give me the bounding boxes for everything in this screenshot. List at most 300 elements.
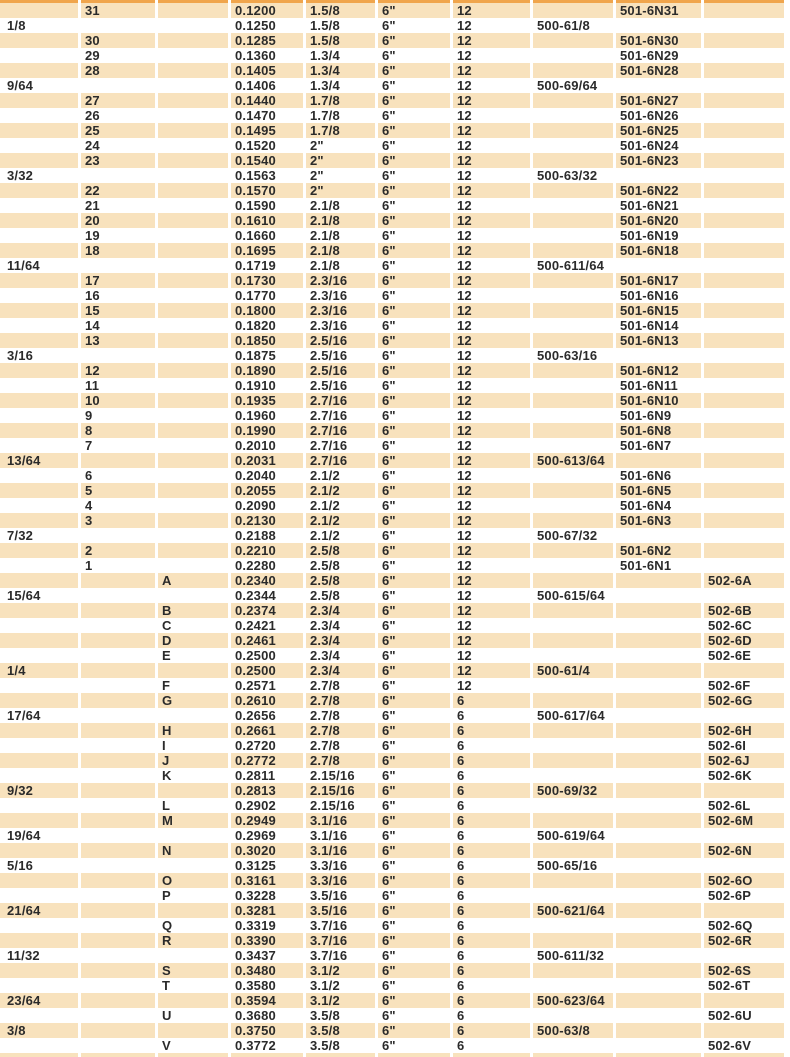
cell-overall-length: 6" (375, 948, 450, 963)
cell-part-number-letter: 502-6V (701, 1038, 784, 1053)
cell-decimal-equivalent: 0.3020 (228, 843, 303, 858)
cell-decimal-equivalent: 0.2969 (228, 828, 303, 843)
table-row (0, 273, 784, 288)
cell-part-number-fraction (530, 603, 613, 618)
cell-part-number-wire: 501-6N29 (613, 48, 701, 63)
cell-flute-length: 3.1/16 (303, 813, 375, 828)
cell-decimal-equivalent: 0.1440 (228, 93, 303, 108)
cell-part-number-letter: 502-6P (701, 888, 784, 903)
cell-overall-length: 6" (375, 648, 450, 663)
cell-part-number-fraction (530, 1008, 613, 1023)
cell-quantity: 12 (450, 603, 530, 618)
cell-part-number-fraction: 500-69/32 (530, 783, 613, 798)
cell-part-number-wire: 501-6N27 (613, 93, 701, 108)
cell-wire-gauge-size: 25 (78, 123, 155, 138)
cell-part-number-letter: 502-6Q (701, 918, 784, 933)
cell-overall-length: 6" (375, 963, 450, 978)
cell-flute-length: 3.7/16 (303, 933, 375, 948)
cell-wire-gauge-size (78, 168, 155, 183)
cell-decimal-equivalent: 0.2813 (228, 783, 303, 798)
cell-quantity: 12 (450, 348, 530, 363)
cell-quantity: 6 (450, 783, 530, 798)
cell-flute-length: 2.5/8 (303, 588, 375, 603)
table-row (0, 498, 784, 513)
table-row (0, 843, 784, 858)
cell-flute-length: 2.1/2 (303, 528, 375, 543)
cell-quantity: 6 (450, 813, 530, 828)
cell-fraction-size (0, 408, 78, 423)
cell-letter-size (155, 228, 228, 243)
cell-part-number-wire (613, 858, 701, 873)
cell-part-number-wire: 501-6N31 (613, 3, 701, 18)
cell-part-number-wire: 501-6N8 (613, 423, 701, 438)
cell-fraction-size (0, 483, 78, 498)
cell-wire-gauge-size: 2 (78, 543, 155, 558)
cell-letter-size (155, 138, 228, 153)
cell-decimal-equivalent: 0.2720 (228, 738, 303, 753)
cell-part-number-fraction (530, 198, 613, 213)
cell-flute-length: 2.7/16 (303, 453, 375, 468)
cell-letter-size: C (155, 618, 228, 633)
cell-part-number-letter (701, 333, 784, 348)
cell-flute-length: 3.3/16 (303, 873, 375, 888)
cell-part-number-wire: 501-6N7 (613, 438, 701, 453)
cell-wire-gauge-size (78, 1023, 155, 1038)
table-row (0, 303, 784, 318)
cell-quantity: 12 (450, 273, 530, 288)
cell-overall-length: 6" (375, 78, 450, 93)
cell-part-number-fraction (530, 498, 613, 513)
cell-part-number-fraction (530, 633, 613, 648)
cell-quantity: 12 (450, 228, 530, 243)
cell-letter-size (155, 78, 228, 93)
cell-part-number-letter (701, 363, 784, 378)
cell-letter-size (155, 243, 228, 258)
cell-part-number-wire: 501-6N13 (613, 333, 701, 348)
cell-quantity: 12 (450, 123, 530, 138)
cell-part-number-letter (701, 183, 784, 198)
edge-cell-wire-gauge-size (78, 1053, 155, 1057)
cell-letter-size: M (155, 813, 228, 828)
cell-flute-length: 2.3/4 (303, 648, 375, 663)
cell-quantity: 12 (450, 678, 530, 693)
cell-quantity: 6 (450, 753, 530, 768)
cell-overall-length: 6" (375, 483, 450, 498)
cell-flute-length: 3.1/2 (303, 978, 375, 993)
cell-part-number-wire: 501-6N28 (613, 63, 701, 78)
cell-wire-gauge-size: 1 (78, 558, 155, 573)
cell-flute-length: 2.5/16 (303, 348, 375, 363)
cell-quantity: 6 (450, 858, 530, 873)
cell-flute-length: 2.7/16 (303, 408, 375, 423)
cell-quantity: 12 (450, 108, 530, 123)
cell-part-number-fraction (530, 423, 613, 438)
cell-quantity: 6 (450, 948, 530, 963)
cell-letter-size (155, 708, 228, 723)
cell-quantity: 12 (450, 453, 530, 468)
cell-quantity: 12 (450, 438, 530, 453)
cell-letter-size (155, 288, 228, 303)
table-row (0, 648, 784, 663)
cell-part-number-letter (701, 828, 784, 843)
cell-part-number-wire (613, 693, 701, 708)
cell-quantity: 12 (450, 558, 530, 573)
cell-part-number-letter (701, 288, 784, 303)
cell-part-number-fraction (530, 183, 613, 198)
cell-part-number-letter: 502-6M (701, 813, 784, 828)
cell-wire-gauge-size: 19 (78, 228, 155, 243)
cell-fraction-size (0, 363, 78, 378)
cell-quantity: 12 (450, 318, 530, 333)
cell-overall-length: 6" (375, 873, 450, 888)
cell-wire-gauge-size: 13 (78, 333, 155, 348)
cell-part-number-fraction (530, 513, 613, 528)
cell-quantity: 6 (450, 1038, 530, 1053)
cell-quantity: 6 (450, 1008, 530, 1023)
cell-quantity: 12 (450, 18, 530, 33)
cell-fraction-size (0, 228, 78, 243)
cell-flute-length: 2.5/8 (303, 573, 375, 588)
cell-decimal-equivalent: 0.1520 (228, 138, 303, 153)
cell-part-number-letter (701, 63, 784, 78)
cell-part-number-letter: 502-6K (701, 768, 784, 783)
cell-fraction-size (0, 813, 78, 828)
cell-decimal-equivalent: 0.2210 (228, 543, 303, 558)
cell-quantity: 6 (450, 843, 530, 858)
cell-part-number-fraction (530, 318, 613, 333)
cell-decimal-equivalent: 0.1770 (228, 288, 303, 303)
cell-fraction-size (0, 333, 78, 348)
cell-part-number-fraction (530, 333, 613, 348)
cell-quantity: 12 (450, 243, 530, 258)
cell-wire-gauge-size (78, 768, 155, 783)
cell-fraction-size (0, 648, 78, 663)
cell-wire-gauge-size (78, 453, 155, 468)
cell-part-number-wire (613, 813, 701, 828)
cell-wire-gauge-size (78, 573, 155, 588)
table-row (0, 213, 784, 228)
cell-flute-length: 2.7/8 (303, 708, 375, 723)
cell-wire-gauge-size: 11 (78, 378, 155, 393)
cell-part-number-letter (701, 3, 784, 18)
cell-decimal-equivalent: 0.1875 (228, 348, 303, 363)
cell-letter-size (155, 108, 228, 123)
cell-part-number-wire: 501-6N2 (613, 543, 701, 558)
cell-letter-size: D (155, 633, 228, 648)
cell-fraction-size: 1/4 (0, 663, 78, 678)
cell-fraction-size (0, 153, 78, 168)
cell-letter-size (155, 858, 228, 873)
cell-flute-length: 2.1/2 (303, 468, 375, 483)
cell-quantity: 6 (450, 708, 530, 723)
cell-part-number-wire (613, 798, 701, 813)
cell-part-number-fraction: 500-65/16 (530, 858, 613, 873)
cell-overall-length: 6" (375, 588, 450, 603)
cell-fraction-size (0, 468, 78, 483)
cell-quantity: 12 (450, 168, 530, 183)
cell-part-number-fraction (530, 573, 613, 588)
cell-overall-length: 6" (375, 393, 450, 408)
table-row (0, 888, 784, 903)
cell-flute-length: 3.5/16 (303, 888, 375, 903)
cell-flute-length: 1.5/8 (303, 3, 375, 18)
cell-letter-size (155, 1023, 228, 1038)
cell-part-number-wire (613, 843, 701, 858)
cell-quantity: 12 (450, 468, 530, 483)
cell-flute-length: 2.7/16 (303, 438, 375, 453)
cell-flute-length: 3.7/16 (303, 948, 375, 963)
cell-decimal-equivalent: 0.2656 (228, 708, 303, 723)
cell-flute-length: 2.7/16 (303, 423, 375, 438)
cell-flute-length: 2.15/16 (303, 783, 375, 798)
cell-wire-gauge-size (78, 993, 155, 1008)
cell-overall-length: 6" (375, 408, 450, 423)
cell-wire-gauge-size: 28 (78, 63, 155, 78)
cell-fraction-size (0, 213, 78, 228)
cell-wire-gauge-size: 3 (78, 513, 155, 528)
cell-letter-size (155, 408, 228, 423)
cell-overall-length: 6" (375, 318, 450, 333)
cell-letter-size (155, 153, 228, 168)
cell-part-number-letter (701, 303, 784, 318)
cell-overall-length: 6" (375, 513, 450, 528)
cell-part-number-letter (701, 423, 784, 438)
cell-decimal-equivalent: 0.2811 (228, 768, 303, 783)
cell-decimal-equivalent: 0.1800 (228, 303, 303, 318)
cell-flute-length: 1.7/8 (303, 108, 375, 123)
cell-wire-gauge-size: 26 (78, 108, 155, 123)
cell-part-number-fraction (530, 888, 613, 903)
cell-part-number-letter: 502-6R (701, 933, 784, 948)
cell-overall-length: 6" (375, 603, 450, 618)
table-row (0, 48, 784, 63)
cell-part-number-wire: 501-6N9 (613, 408, 701, 423)
cell-decimal-equivalent: 0.1590 (228, 198, 303, 213)
cell-letter-size (155, 303, 228, 318)
cell-part-number-fraction (530, 963, 613, 978)
cell-part-number-fraction: 500-69/64 (530, 78, 613, 93)
table-row (0, 708, 784, 723)
cell-flute-length: 2" (303, 183, 375, 198)
cell-part-number-wire (613, 78, 701, 93)
cell-part-number-letter (701, 93, 784, 108)
cell-wire-gauge-size (78, 933, 155, 948)
cell-letter-size: A (155, 573, 228, 588)
cell-wire-gauge-size (78, 1038, 155, 1053)
cell-decimal-equivalent: 0.1610 (228, 213, 303, 228)
cell-overall-length: 6" (375, 798, 450, 813)
cell-part-number-fraction (530, 363, 613, 378)
cell-fraction-size (0, 723, 78, 738)
cell-overall-length: 6" (375, 678, 450, 693)
cell-wire-gauge-size (78, 783, 155, 798)
cell-flute-length: 2.3/4 (303, 618, 375, 633)
cell-fraction-size (0, 978, 78, 993)
cell-part-number-wire (613, 828, 701, 843)
cell-part-number-wire: 501-6N18 (613, 243, 701, 258)
cell-part-number-letter (701, 588, 784, 603)
cell-letter-size: Q (155, 918, 228, 933)
cell-wire-gauge-size (78, 738, 155, 753)
table-row (0, 858, 784, 873)
cell-part-number-letter: 502-6U (701, 1008, 784, 1023)
cell-fraction-size (0, 768, 78, 783)
cell-letter-size (155, 378, 228, 393)
cell-flute-length: 2.3/16 (303, 273, 375, 288)
cell-part-number-letter (701, 243, 784, 258)
cell-flute-length: 2.1/8 (303, 198, 375, 213)
table-row (0, 33, 784, 48)
cell-quantity: 12 (450, 663, 530, 678)
cell-wire-gauge-size: 15 (78, 303, 155, 318)
cell-part-number-letter (701, 498, 784, 513)
cell-fraction-size (0, 693, 78, 708)
cell-wire-gauge-size (78, 948, 155, 963)
cell-part-number-fraction (530, 813, 613, 828)
table-row (0, 978, 784, 993)
cell-quantity: 12 (450, 48, 530, 63)
cell-part-number-letter (701, 273, 784, 288)
edge-cell-part-number-letter (701, 1053, 784, 1057)
cell-part-number-fraction: 500-623/64 (530, 993, 613, 1008)
cell-part-number-fraction (530, 1038, 613, 1053)
cell-part-number-letter (701, 468, 784, 483)
table-row (0, 153, 784, 168)
cell-part-number-wire (613, 663, 701, 678)
cell-fraction-size (0, 513, 78, 528)
edge-cell-flute-length (303, 1053, 375, 1057)
cell-part-number-fraction (530, 393, 613, 408)
cell-flute-length: 2.7/8 (303, 753, 375, 768)
cell-overall-length: 6" (375, 363, 450, 378)
cell-quantity: 12 (450, 78, 530, 93)
cell-wire-gauge-size (78, 798, 155, 813)
cell-part-number-letter (701, 483, 784, 498)
cell-overall-length: 6" (375, 933, 450, 948)
cell-decimal-equivalent: 0.2344 (228, 588, 303, 603)
cell-quantity: 12 (450, 498, 530, 513)
cell-part-number-fraction (530, 63, 613, 78)
cell-part-number-fraction: 500-615/64 (530, 588, 613, 603)
cell-decimal-equivalent: 0.1730 (228, 273, 303, 288)
cell-part-number-wire: 501-6N24 (613, 138, 701, 153)
cell-wire-gauge-size (78, 78, 155, 93)
cell-decimal-equivalent: 0.3125 (228, 858, 303, 873)
cell-flute-length: 1.7/8 (303, 123, 375, 138)
cell-part-number-letter (701, 783, 784, 798)
cell-wire-gauge-size: 16 (78, 288, 155, 303)
cell-fraction-size (0, 618, 78, 633)
drill-size-table (0, 3, 790, 1053)
cell-overall-length: 6" (375, 708, 450, 723)
cell-part-number-letter: 502-6T (701, 978, 784, 993)
cell-flute-length: 1.5/8 (303, 33, 375, 48)
cell-overall-length: 6" (375, 438, 450, 453)
cell-overall-length: 6" (375, 693, 450, 708)
cell-part-number-fraction (530, 468, 613, 483)
cell-part-number-wire (613, 618, 701, 633)
cell-quantity: 12 (450, 633, 530, 648)
cell-fraction-size (0, 183, 78, 198)
cell-part-number-fraction: 500-617/64 (530, 708, 613, 723)
cell-quantity: 12 (450, 183, 530, 198)
cell-letter-size (155, 903, 228, 918)
cell-part-number-fraction (530, 693, 613, 708)
cell-overall-length: 6" (375, 288, 450, 303)
cell-flute-length: 2.7/16 (303, 393, 375, 408)
cell-part-number-fraction (530, 798, 613, 813)
cell-fraction-size (0, 3, 78, 18)
cell-quantity: 12 (450, 213, 530, 228)
cell-decimal-equivalent: 0.1910 (228, 378, 303, 393)
cell-decimal-equivalent: 0.1360 (228, 48, 303, 63)
cell-overall-length: 6" (375, 573, 450, 588)
cell-wire-gauge-size (78, 963, 155, 978)
cell-letter-size (155, 123, 228, 138)
cell-wire-gauge-size: 27 (78, 93, 155, 108)
cell-letter-size (155, 543, 228, 558)
cell-fraction-size: 3/32 (7, 168, 34, 183)
cell-part-number-letter (701, 438, 784, 453)
cell-fraction-size (0, 843, 78, 858)
cell-overall-length: 6" (375, 1008, 450, 1023)
cell-flute-length: 3.5/8 (303, 1023, 375, 1038)
cell-fraction-size (0, 498, 78, 513)
cell-letter-size: N (155, 843, 228, 858)
table-row (0, 123, 784, 138)
cell-wire-gauge-size (78, 588, 155, 603)
cell-overall-length: 6" (375, 753, 450, 768)
cell-overall-length: 6" (375, 423, 450, 438)
cell-flute-length: 1.3/4 (303, 63, 375, 78)
cell-part-number-wire (613, 1008, 701, 1023)
cell-wire-gauge-size (78, 603, 155, 618)
cell-flute-length: 3.1/16 (303, 828, 375, 843)
cell-overall-length: 6" (375, 123, 450, 138)
cell-overall-length: 6" (375, 663, 450, 678)
cell-flute-length: 2.15/16 (303, 768, 375, 783)
cell-wire-gauge-size: 22 (78, 183, 155, 198)
cell-flute-length: 2.7/8 (303, 723, 375, 738)
cell-wire-gauge-size (78, 678, 155, 693)
cell-fraction-size (0, 33, 78, 48)
cell-overall-length: 6" (375, 1023, 450, 1038)
cell-decimal-equivalent: 0.3680 (228, 1008, 303, 1023)
cell-fraction-size: 17/64 (7, 708, 41, 723)
cell-part-number-fraction (530, 618, 613, 633)
cell-wire-gauge-size (78, 888, 155, 903)
cell-part-number-fraction (530, 153, 613, 168)
cell-wire-gauge-size: 7 (78, 438, 155, 453)
cell-letter-size (155, 663, 228, 678)
cell-part-number-fraction (530, 543, 613, 558)
cell-wire-gauge-size (78, 663, 155, 678)
cell-wire-gauge-size (78, 648, 155, 663)
cell-quantity: 12 (450, 543, 530, 558)
cell-letter-size: O (155, 873, 228, 888)
table-row (0, 753, 784, 768)
cell-flute-length: 2.15/16 (303, 798, 375, 813)
cell-fraction-size: 9/32 (0, 783, 78, 798)
cell-part-number-letter: 502-6S (701, 963, 784, 978)
cell-letter-size (155, 273, 228, 288)
table-row (0, 963, 784, 978)
cell-flute-length: 3.5/8 (303, 1038, 375, 1053)
cell-part-number-fraction (530, 723, 613, 738)
cell-overall-length: 6" (375, 333, 450, 348)
cell-part-number-fraction (530, 753, 613, 768)
cell-decimal-equivalent: 0.2772 (228, 753, 303, 768)
